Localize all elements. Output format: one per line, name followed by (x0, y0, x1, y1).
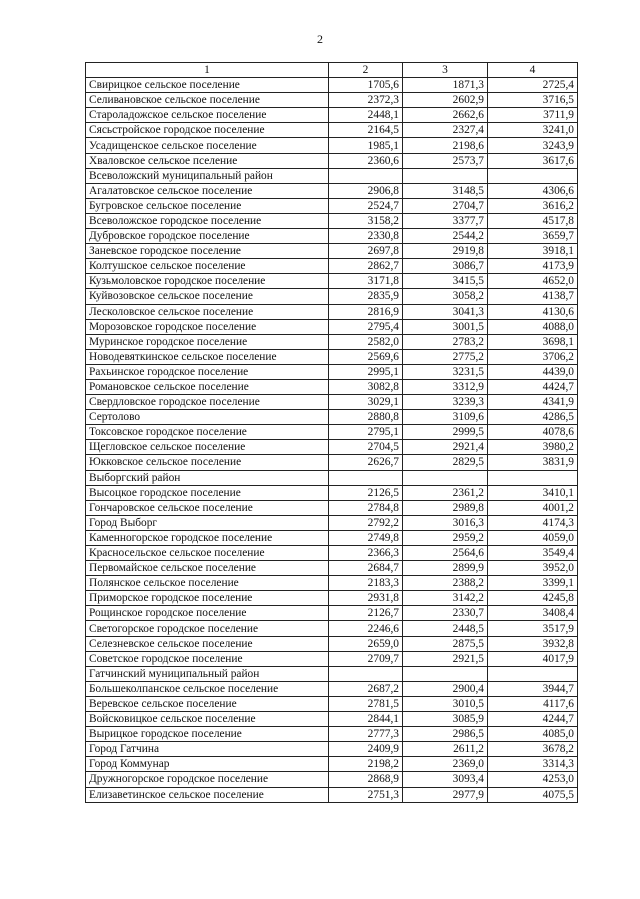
table-row (86, 334, 578, 349)
value-cell: 4517,8 (488, 213, 578, 228)
value-cell: 3058,2 (403, 289, 488, 304)
settlement-name-cell: Гончаровское сельское поселение (86, 500, 329, 515)
settlement-name-cell: Дружногорское городское поселение (86, 772, 329, 787)
value-cell: 3698,1 (488, 334, 578, 349)
table-row (86, 304, 578, 319)
settlement-name-cell: Агалатовское сельское поселение (86, 183, 329, 198)
table-row (86, 651, 578, 666)
value-cell: 2899,9 (403, 561, 488, 576)
value-cell (403, 470, 488, 485)
value-cell: 4078,6 (488, 425, 578, 440)
value-cell: 2704,7 (403, 198, 488, 213)
value-cell: 2862,7 (329, 259, 403, 274)
value-cell: 4652,0 (488, 274, 578, 289)
table-row (86, 138, 578, 153)
table-row (86, 727, 578, 742)
value-cell: 3158,2 (329, 213, 403, 228)
settlement-name-cell: Дубровское городское поселение (86, 229, 329, 244)
value-cell: 2784,8 (329, 500, 403, 515)
value-cell: 2524,7 (329, 198, 403, 213)
table-row (86, 455, 578, 470)
value-cell: 3148,5 (403, 183, 488, 198)
table-row (86, 198, 578, 213)
table-row (86, 546, 578, 561)
settlement-name-cell: Красносельское сельское поселение (86, 546, 329, 561)
settlement-name-cell: Куйвозовское сельское поселение (86, 289, 329, 304)
value-cell: 2829,5 (403, 455, 488, 470)
value-cell: 2777,3 (329, 727, 403, 742)
settlement-name-cell: Свирицкое сельское поселение (86, 78, 329, 93)
value-cell: 3617,6 (488, 153, 578, 168)
value-cell: 2931,8 (329, 591, 403, 606)
value-cell: 3231,5 (403, 364, 488, 379)
value-cell: 2775,2 (403, 349, 488, 364)
value-cell: 1705,6 (329, 78, 403, 93)
value-cell: 2919,8 (403, 244, 488, 259)
value-cell: 2626,7 (329, 455, 403, 470)
value-cell: 2582,0 (329, 334, 403, 349)
table-row (86, 500, 578, 515)
value-cell (488, 168, 578, 183)
table-row (86, 153, 578, 168)
value-cell: 2602,9 (403, 93, 488, 108)
table-row (86, 530, 578, 545)
value-cell: 3410,1 (488, 485, 578, 500)
value-cell: 3109,6 (403, 410, 488, 425)
value-cell (329, 168, 403, 183)
settlement-name-cell: Бугровское сельское поселение (86, 198, 329, 213)
settlement-name-cell: Новодевяткинское сельское поселение (86, 349, 329, 364)
settlement-name-cell: Большеколпанское сельское поселение (86, 681, 329, 696)
value-cell: 2544,2 (403, 229, 488, 244)
table-row (86, 742, 578, 757)
column-header: 2 (329, 63, 403, 78)
settlement-name-cell: Каменногорское городское поселение (86, 530, 329, 545)
value-cell: 3659,7 (488, 229, 578, 244)
value-cell: 3944,7 (488, 681, 578, 696)
value-cell: 2795,4 (329, 319, 403, 334)
table-header-row (86, 63, 578, 78)
value-cell: 2360,6 (329, 153, 403, 168)
value-cell: 2751,3 (329, 787, 403, 802)
value-cell: 3932,8 (488, 636, 578, 651)
table-row (86, 515, 578, 530)
value-cell: 2868,9 (329, 772, 403, 787)
column-header: 3 (403, 63, 488, 78)
value-cell (329, 666, 403, 681)
value-cell: 2880,8 (329, 410, 403, 425)
value-cell: 2330,8 (329, 229, 403, 244)
value-cell: 3517,9 (488, 621, 578, 636)
value-cell: 2749,8 (329, 530, 403, 545)
value-cell: 2795,1 (329, 425, 403, 440)
value-cell: 4017,9 (488, 651, 578, 666)
value-cell: 3408,4 (488, 606, 578, 621)
settlement-name-cell: Город Коммунар (86, 757, 329, 772)
settlement-name-cell: Токсовское городское поселение (86, 425, 329, 440)
value-cell: 2704,5 (329, 440, 403, 455)
value-cell: 2875,5 (403, 636, 488, 651)
table-row (86, 591, 578, 606)
value-cell: 2448,5 (403, 621, 488, 636)
value-cell: 2906,8 (329, 183, 403, 198)
column-header: 4 (488, 63, 578, 78)
value-cell: 2573,7 (403, 153, 488, 168)
table-row (86, 108, 578, 123)
table-row (86, 274, 578, 289)
value-cell: 2361,2 (403, 485, 488, 500)
value-cell: 4075,5 (488, 787, 578, 802)
value-cell: 2781,5 (329, 696, 403, 711)
settlement-name-cell: Всеволожское городское поселение (86, 213, 329, 228)
settlement-name-cell: Романовское сельское поселение (86, 379, 329, 394)
value-cell: 2995,1 (329, 364, 403, 379)
settlement-name-cell: Селезневское сельское поселение (86, 636, 329, 651)
value-cell: 2369,0 (403, 757, 488, 772)
value-cell: 4085,0 (488, 727, 578, 742)
data-table (85, 62, 578, 803)
value-cell: 2792,2 (329, 515, 403, 530)
table-row (86, 561, 578, 576)
settlement-name-cell: Первомайское сельское поселение (86, 561, 329, 576)
value-cell: 4059,0 (488, 530, 578, 545)
table-row (86, 666, 578, 681)
table-row (86, 636, 578, 651)
value-cell: 3029,1 (329, 395, 403, 410)
table-row (86, 425, 578, 440)
settlement-name-cell: Советское городское поселение (86, 651, 329, 666)
value-cell: 2126,7 (329, 606, 403, 621)
value-cell (488, 666, 578, 681)
value-cell: 2164,5 (329, 123, 403, 138)
table-row (86, 470, 578, 485)
value-cell: 2900,4 (403, 681, 488, 696)
settlement-name-cell: Выборгский район (86, 470, 329, 485)
value-cell: 2327,4 (403, 123, 488, 138)
value-cell: 3952,0 (488, 561, 578, 576)
table-row (86, 364, 578, 379)
value-cell: 3706,2 (488, 349, 578, 364)
value-cell: 4088,0 (488, 319, 578, 334)
table-row (86, 229, 578, 244)
settlement-name-cell: Вырицкое городское поселение (86, 727, 329, 742)
value-cell: 2611,2 (403, 742, 488, 757)
value-cell: 4001,2 (488, 500, 578, 515)
settlement-name-cell: Морозовское городское поселение (86, 319, 329, 334)
value-cell: 2569,6 (329, 349, 403, 364)
value-cell: 1871,3 (403, 78, 488, 93)
settlement-name-cell: Хваловское сельское пселение (86, 153, 329, 168)
settlement-name-cell: Веревское сельское поселение (86, 696, 329, 711)
value-cell: 2999,5 (403, 425, 488, 440)
value-cell: 2330,7 (403, 606, 488, 621)
value-cell: 2372,3 (329, 93, 403, 108)
table-row (86, 168, 578, 183)
settlement-name-cell: Город Гатчина (86, 742, 329, 757)
value-cell: 2246,6 (329, 621, 403, 636)
settlement-name-cell: Елизаветинское сельское поселение (86, 787, 329, 802)
settlement-name-cell: Войсковицкое сельское поселение (86, 712, 329, 727)
value-cell: 4245,8 (488, 591, 578, 606)
value-cell: 2921,5 (403, 651, 488, 666)
table-row (86, 696, 578, 711)
value-cell: 3082,8 (329, 379, 403, 394)
settlement-name-cell: Усадищенское сельское поселение (86, 138, 329, 153)
value-cell: 4138,7 (488, 289, 578, 304)
table-row (86, 681, 578, 696)
value-cell (488, 470, 578, 485)
settlement-name-cell: Город Выборг (86, 515, 329, 530)
settlement-name-cell: Щегловское сельское поселение (86, 440, 329, 455)
settlement-name-cell: Гатчинский муниципальный район (86, 666, 329, 681)
table-row (86, 93, 578, 108)
value-cell: 2921,4 (403, 440, 488, 455)
value-cell: 3831,9 (488, 455, 578, 470)
value-cell: 4341,9 (488, 395, 578, 410)
value-cell: 2366,3 (329, 546, 403, 561)
table-row (86, 213, 578, 228)
value-cell: 3085,9 (403, 712, 488, 727)
value-cell: 2684,7 (329, 561, 403, 576)
settlement-name-cell: Сертолово (86, 410, 329, 425)
table-row (86, 485, 578, 500)
table-row (86, 289, 578, 304)
value-cell: 2959,2 (403, 530, 488, 545)
value-cell: 3980,2 (488, 440, 578, 455)
table-row (86, 259, 578, 274)
value-cell: 3086,7 (403, 259, 488, 274)
value-cell: 3415,5 (403, 274, 488, 289)
value-cell: 3314,3 (488, 757, 578, 772)
value-cell: 3377,7 (403, 213, 488, 228)
table-row (86, 244, 578, 259)
table-row (86, 349, 578, 364)
value-cell: 2662,6 (403, 108, 488, 123)
value-cell: 3678,2 (488, 742, 578, 757)
value-cell: 1985,1 (329, 138, 403, 153)
settlement-name-cell: Свердловское городское поселение (86, 395, 329, 410)
settlement-name-cell: Староладожское сельское поселение (86, 108, 329, 123)
value-cell: 4173,9 (488, 259, 578, 274)
settlement-name-cell: Муринское городское поселение (86, 334, 329, 349)
value-cell: 2409,9 (329, 742, 403, 757)
table-row (86, 78, 578, 93)
value-cell: 2783,2 (403, 334, 488, 349)
settlement-name-cell: Колтушское сельское поселение (86, 259, 329, 274)
value-cell: 2564,6 (403, 546, 488, 561)
value-cell: 2126,5 (329, 485, 403, 500)
table-body (86, 78, 578, 803)
value-cell: 3716,5 (488, 93, 578, 108)
settlement-name-cell: Всеволожский муниципальный район (86, 168, 329, 183)
column-header: 1 (86, 63, 329, 78)
value-cell: 2198,2 (329, 757, 403, 772)
table-row (86, 772, 578, 787)
value-cell: 2835,9 (329, 289, 403, 304)
value-cell: 3001,5 (403, 319, 488, 334)
value-cell: 2697,8 (329, 244, 403, 259)
value-cell: 3918,1 (488, 244, 578, 259)
value-cell: 4424,7 (488, 379, 578, 394)
table-row (86, 123, 578, 138)
value-cell: 2183,3 (329, 576, 403, 591)
table-row (86, 440, 578, 455)
settlement-name-cell: Кузьмоловское городское поселение (86, 274, 329, 289)
value-cell: 3016,3 (403, 515, 488, 530)
value-cell: 4286,5 (488, 410, 578, 425)
value-cell: 2816,9 (329, 304, 403, 319)
table-row (86, 621, 578, 636)
settlement-name-cell: Светогорское городское поселение (86, 621, 329, 636)
settlement-name-cell: Высоцкое городское поселение (86, 485, 329, 500)
settlement-name-cell: Сясьстройское городское поселение (86, 123, 329, 138)
settlement-name-cell: Рахьинское городское поселение (86, 364, 329, 379)
value-cell: 4117,6 (488, 696, 578, 711)
table-row (86, 379, 578, 394)
value-cell: 2659,0 (329, 636, 403, 651)
value-cell: 2986,5 (403, 727, 488, 742)
table-row (86, 576, 578, 591)
value-cell: 3243,9 (488, 138, 578, 153)
value-cell: 3616,2 (488, 198, 578, 213)
table-row (86, 757, 578, 772)
value-cell: 4130,6 (488, 304, 578, 319)
settlement-name-cell: Юкковское сельское поселение (86, 455, 329, 470)
settlement-name-cell: Селивановское сельское поселение (86, 93, 329, 108)
value-cell: 2725,4 (488, 78, 578, 93)
value-cell (403, 168, 488, 183)
value-cell: 2198,6 (403, 138, 488, 153)
value-cell: 3399,1 (488, 576, 578, 591)
value-cell: 2448,1 (329, 108, 403, 123)
settlement-name-cell: Приморское городское поселение (86, 591, 329, 606)
table-row (86, 410, 578, 425)
value-cell: 3041,3 (403, 304, 488, 319)
settlement-name-cell: Заневское городское поселение (86, 244, 329, 259)
value-cell: 4439,0 (488, 364, 578, 379)
table-row (86, 183, 578, 198)
value-cell: 3239,3 (403, 395, 488, 410)
table-row (86, 787, 578, 802)
value-cell: 2977,9 (403, 787, 488, 802)
value-cell: 3171,8 (329, 274, 403, 289)
value-cell: 3241,0 (488, 123, 578, 138)
value-cell: 4253,0 (488, 772, 578, 787)
value-cell: 2687,2 (329, 681, 403, 696)
value-cell: 2388,2 (403, 576, 488, 591)
value-cell: 3549,4 (488, 546, 578, 561)
value-cell: 4306,6 (488, 183, 578, 198)
table-row (86, 319, 578, 334)
value-cell: 3010,5 (403, 696, 488, 711)
value-cell: 4244,7 (488, 712, 578, 727)
value-cell (329, 470, 403, 485)
value-cell: 3093,4 (403, 772, 488, 787)
value-cell: 2709,7 (329, 651, 403, 666)
table-row (86, 395, 578, 410)
value-cell: 2989,8 (403, 500, 488, 515)
value-cell: 3711,9 (488, 108, 578, 123)
value-cell: 3142,2 (403, 591, 488, 606)
value-cell (403, 666, 488, 681)
settlement-name-cell: Полянское сельское поселение (86, 576, 329, 591)
table-row (86, 606, 578, 621)
page-number: 2 (317, 32, 323, 46)
value-cell: 3312,9 (403, 379, 488, 394)
value-cell: 2844,1 (329, 712, 403, 727)
settlement-name-cell: Рощинское городское поселение (86, 606, 329, 621)
settlement-name-cell: Лесколовское сельское поселение (86, 304, 329, 319)
table-row (86, 712, 578, 727)
value-cell: 4174,3 (488, 515, 578, 530)
